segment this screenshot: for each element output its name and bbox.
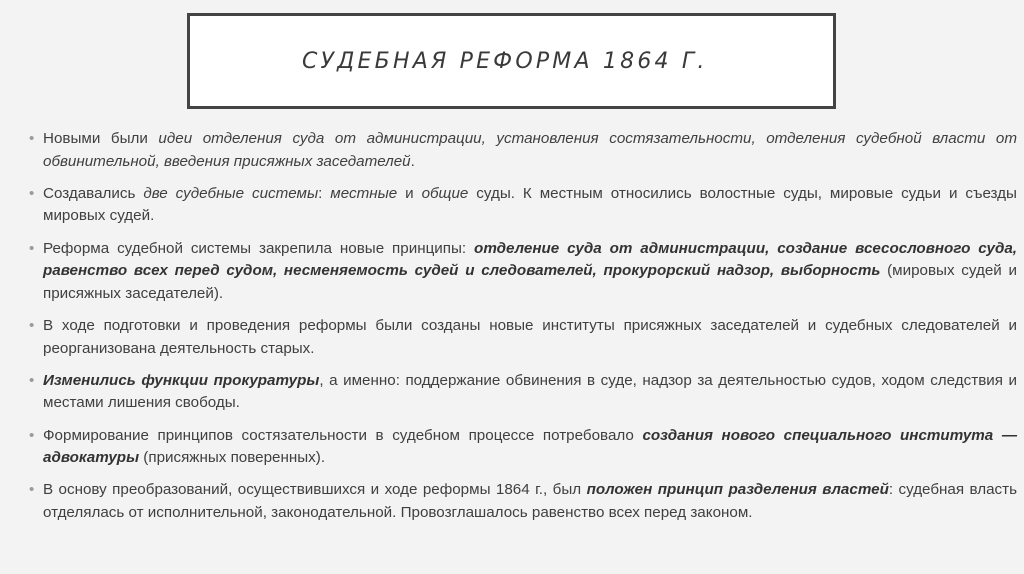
text-segment: суды. К местным относились волостные суды, мировые судьи и съезды мировых судей.	[43, 184, 1017, 225]
slide-title: СУДЕБНАЯ РЕФОРМА 1864 Г.	[302, 48, 708, 74]
list-item	[29, 315, 1017, 360]
text-segment: , а именно: поддержание обвинения в суде, надзор за деятельностью судов, ходом следствия и местами лишения свободы.	[43, 371, 1018, 412]
list-item	[29, 128, 1017, 173]
bullet-icon: •	[29, 426, 35, 444]
bullet-icon: •	[29, 316, 35, 334]
bullet-icon: •	[29, 184, 35, 202]
text-segment: В основу преобразований, осуществившихся и ходе реформы 1864 г., был	[43, 481, 587, 499]
bullet-icon: •	[29, 481, 35, 499]
list-item	[29, 479, 1017, 524]
text-segment: и	[397, 184, 422, 202]
bullet-icon: •	[29, 371, 35, 389]
list-item	[29, 370, 1017, 415]
text-segment: :	[318, 184, 331, 202]
emphasis-text: общие	[421, 184, 469, 202]
emphasis-text: местные	[330, 184, 398, 202]
text-segment: Реформа судебной системы закрепила новые принципы:	[43, 239, 475, 257]
text-segment: .	[410, 152, 415, 170]
text-segment: (присяжных поверенных).	[139, 449, 326, 467]
emphasis-text: две судебные системы	[143, 184, 319, 202]
emphasis-text: отделение суда от администрации, создание всесословного суда, равенство всех перед судом, несменяемость судей и следователей, прокурорский надзор, выборность	[43, 239, 1017, 280]
text-segment: Формирование принципов состязательности в судебном процессе потребовало	[43, 426, 643, 444]
bullet-icon: •	[29, 130, 35, 147]
text-segment: Создавались	[43, 184, 144, 202]
text-segment: : судебная власть отделялась от исполнительной, законодательной. Провозглашалось равенство всех перед законом.	[43, 481, 1018, 521]
text-segment: В ходе подготовки и проведения реформы были созданы новые институты присяжных заседателей и судебных следователей и реорганизована деятельность старых.	[43, 316, 1017, 357]
list-item	[29, 238, 1017, 306]
text-segment: Новыми были	[43, 130, 159, 147]
list-item	[29, 425, 1017, 470]
bullet-icon: •	[29, 239, 35, 257]
emphasis-text: Изменились функции прокуратуры	[43, 371, 320, 389]
emphasis-text: создания нового специального института — адвокатуры	[43, 426, 1018, 467]
bullet-list	[29, 128, 1017, 534]
text-segment: (мировых судей и присяжных заседателей).	[43, 262, 1017, 302]
emphasis-text: положен принцип разделения властей	[586, 481, 889, 499]
list-item	[29, 183, 1017, 228]
emphasis-text: идеи отделения суда от администрации, установления состязательности, отделения судебной власти от обвинительной, введения присяжных заседателей	[43, 130, 1017, 170]
slide-title-box	[187, 13, 836, 109]
